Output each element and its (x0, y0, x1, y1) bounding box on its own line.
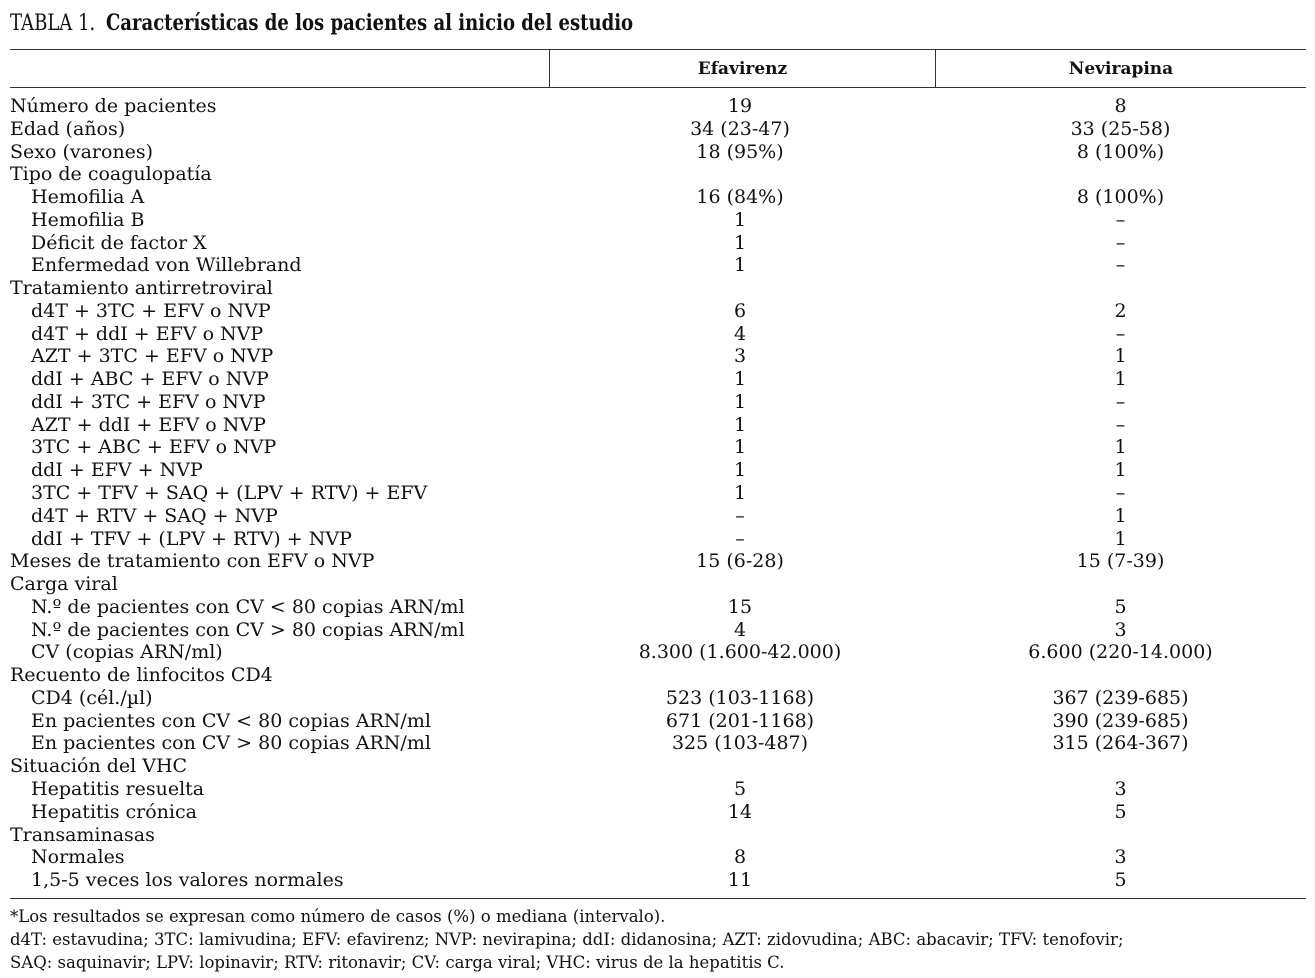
row-label: N.º de pacientes con CV > 80 copias ARN/ml (31, 618, 465, 641)
nevirapina-value: 1 (1114, 504, 1127, 527)
row-label: En pacientes con CV > 80 copias ARN/ml (31, 732, 431, 755)
row-label: Normales (31, 846, 125, 869)
nevirapina-value: 390 (239-685) (1052, 709, 1189, 732)
nevirapina-value: – (1115, 208, 1126, 231)
row-label: Número de pacientes (10, 95, 217, 117)
table-row (10, 482, 1306, 505)
table-row (10, 232, 1306, 255)
table-row (10, 118, 1306, 141)
table-row (10, 573, 1306, 596)
nevirapina-value: – (1115, 413, 1126, 436)
efavirenz-value: 5 (733, 777, 747, 800)
table-footnotes (10, 905, 1310, 974)
table-row (10, 505, 1306, 528)
row-label: Hepatitis resuelta (31, 777, 205, 800)
nevirapina-value: 1 (1114, 436, 1127, 459)
efavirenz-value: 1 (733, 231, 747, 254)
efavirenz-value: 523 (103-1168) (665, 686, 815, 709)
row-label: ddI + TFV + (LPV + RTV) + NVP (31, 527, 352, 550)
row-label: Transaminasas (10, 823, 155, 846)
table-row (10, 391, 1306, 414)
table-row (10, 619, 1306, 642)
nevirapina-value: 1 (1114, 368, 1127, 391)
table-row (10, 755, 1306, 778)
row-label: Edad (años) (10, 117, 126, 140)
table-bottom-rule (10, 898, 1306, 899)
table-row (10, 163, 1306, 186)
row-label: AZT + ddI + EFV o NVP (31, 413, 266, 436)
efavirenz-value: 34 (23-47) (690, 117, 790, 140)
nevirapina-value: 3 (1114, 777, 1127, 800)
table-row (10, 209, 1306, 232)
nevirapina-value: 1 (1114, 459, 1127, 482)
nevirapina-value: – (1115, 231, 1126, 254)
table-row (10, 778, 1306, 801)
row-label: ddI + 3TC + EFV o NVP (31, 390, 266, 413)
row-label: Déficit de factor X (31, 231, 207, 254)
row-label: Recuento de linfocitos CD4 (10, 664, 273, 687)
efavirenz-value: 8 (733, 846, 747, 869)
row-label: 3TC + TFV + SAQ + (LPV + RTV) + EFV (31, 482, 428, 505)
nevirapina-value: 15 (7-39) (1076, 550, 1165, 573)
row-label: Hepatitis crónica (31, 800, 197, 823)
table-row (10, 596, 1306, 619)
footnote: *Los resultados se expresan como número de casos (%) o mediana (intervalo). (10, 907, 666, 926)
row-label: d4T + ddI + EFV o NVP (31, 322, 264, 345)
efavirenz-value: 1 (733, 436, 747, 459)
efavirenz-value: 1 (733, 368, 747, 391)
table-row (10, 414, 1306, 437)
efavirenz-value: 18 (95%) (696, 140, 784, 163)
row-label: Situación del VHC (10, 755, 188, 778)
nevirapina-value: 1 (1114, 527, 1127, 550)
row-label: d4T + RTV + SAQ + NVP (31, 504, 278, 527)
row-label: Meses de tratamiento con EFV o NVP (10, 550, 375, 573)
row-label: 1,5-5 veces los valores normales (31, 869, 344, 892)
table-top-rule (10, 49, 1306, 50)
nevirapina-value: 3 (1114, 618, 1127, 641)
row-label: Tratamiento antirretroviral (10, 277, 273, 300)
table-caption: Características de los pacientes al inicio del estudio (105, 10, 634, 36)
table-row (10, 846, 1306, 869)
table-row (10, 186, 1306, 209)
row-label: ddI + EFV + NVP (31, 459, 203, 482)
row-label: Hemofilia A (31, 186, 145, 209)
table-label: TABLA 1. (10, 11, 96, 36)
efavirenz-value: 15 (727, 595, 753, 618)
row-label: Enfermedad von Willebrand (31, 254, 302, 277)
table-row (10, 801, 1306, 824)
table-title (10, 8, 633, 39)
nevirapina-value: 1 (1114, 345, 1127, 368)
nevirapina-value: – (1115, 322, 1126, 345)
efavirenz-value: 8.300 (1.600-42.000) (638, 641, 842, 664)
table-row (10, 687, 1306, 710)
table-row (10, 664, 1306, 687)
nevirapina-value: 8 (1114, 95, 1127, 117)
row-label: CV (copias ARN/ml) (31, 641, 223, 664)
table-row (10, 550, 1306, 573)
nevirapina-value: – (1115, 390, 1126, 413)
row-label: 3TC + ABC + EFV o NVP (31, 436, 277, 459)
row-label: ddI + ABC + EFV o NVP (31, 368, 269, 391)
efavirenz-value: 1 (733, 413, 747, 436)
nevirapina-value: 5 (1114, 800, 1127, 823)
row-label: CD4 (cél./µl) (31, 686, 153, 709)
efavirenz-value: 1 (733, 482, 747, 505)
table-row (10, 528, 1306, 551)
nevirapina-value: 367 (239-685) (1052, 686, 1189, 709)
table-row (10, 345, 1306, 368)
table-row (10, 277, 1306, 300)
nevirapina-value: 2 (1114, 299, 1127, 322)
nevirapina-value: 5 (1114, 595, 1127, 618)
row-label: Sexo (varones) (10, 140, 154, 163)
table-row (10, 459, 1306, 482)
footnote: SAQ: saquinavir; LPV: lopinavir; RTV: ritonavir; CV: carga viral; VHC: virus de la hepatitis C. (10, 953, 785, 972)
row-label: En pacientes con CV < 80 copias ARN/ml (31, 709, 431, 732)
table-row (10, 141, 1306, 164)
nevirapina-value: – (1115, 254, 1126, 277)
efavirenz-value: 16 (84%) (696, 186, 784, 209)
efavirenz-value: 4 (733, 322, 747, 345)
table-row (10, 95, 1306, 118)
footnote: d4T: estavudina; 3TC: lamivudina; EFV: efavirenz; NVP: nevirapina; ddI: didanosina; AZT: zidovudina; ABC: abacavir; TFV: tenofovir; (10, 930, 1124, 949)
row-label: d4T + 3TC + EFV o NVP (31, 299, 271, 322)
efavirenz-value: 6 (733, 299, 747, 322)
efavirenz-value: 11 (727, 869, 753, 892)
column-header-efavirenz: Efavirenz (697, 59, 788, 79)
efavirenz-value: 1 (733, 390, 747, 413)
efavirenz-value: 671 (201-1168) (665, 709, 815, 732)
table-row (10, 323, 1306, 346)
table-row (10, 641, 1306, 664)
row-label: Tipo de coagulopatía (10, 163, 212, 186)
column-header-nevirapina: Nevirapina (1068, 59, 1174, 79)
row-label: Hemofilia B (31, 208, 145, 231)
table-row (10, 732, 1306, 755)
nevirapina-value: 8 (100%) (1076, 186, 1165, 209)
row-label: AZT + 3TC + EFV o NVP (31, 345, 274, 368)
efavirenz-value: 1 (733, 254, 747, 277)
table-row (10, 254, 1306, 277)
nevirapina-value: 33 (25-58) (1070, 117, 1171, 140)
row-label: N.º de pacientes con CV < 80 copias ARN/ml (31, 595, 465, 618)
table-row (10, 824, 1306, 847)
efavirenz-value: 3 (733, 345, 747, 368)
table-row (10, 869, 1306, 892)
efavirenz-value: – (735, 504, 745, 527)
nevirapina-value: 5 (1114, 869, 1127, 892)
efavirenz-value: 19 (727, 95, 753, 117)
efavirenz-value: – (735, 527, 745, 550)
row-label: Carga viral (10, 573, 118, 596)
efavirenz-value: 325 (103-487) (671, 732, 809, 755)
nevirapina-value: 8 (100%) (1076, 140, 1165, 163)
table-row (10, 300, 1306, 323)
table-row (10, 368, 1306, 391)
nevirapina-value: 6.600 (220-14.000) (1028, 641, 1213, 664)
efavirenz-value: 1 (733, 459, 747, 482)
efavirenz-value: 15 (6-28) (696, 550, 784, 573)
nevirapina-value: 315 (264-367) (1052, 732, 1189, 755)
nevirapina-value: 3 (1114, 846, 1127, 869)
header-bottom-rule (10, 87, 1306, 88)
efavirenz-value: 1 (733, 208, 747, 231)
efavirenz-value: 4 (733, 618, 747, 641)
table-body (10, 95, 1306, 892)
efavirenz-value: 14 (727, 800, 753, 823)
nevirapina-value: – (1115, 482, 1126, 505)
table-row (10, 710, 1306, 733)
table-row (10, 436, 1306, 459)
